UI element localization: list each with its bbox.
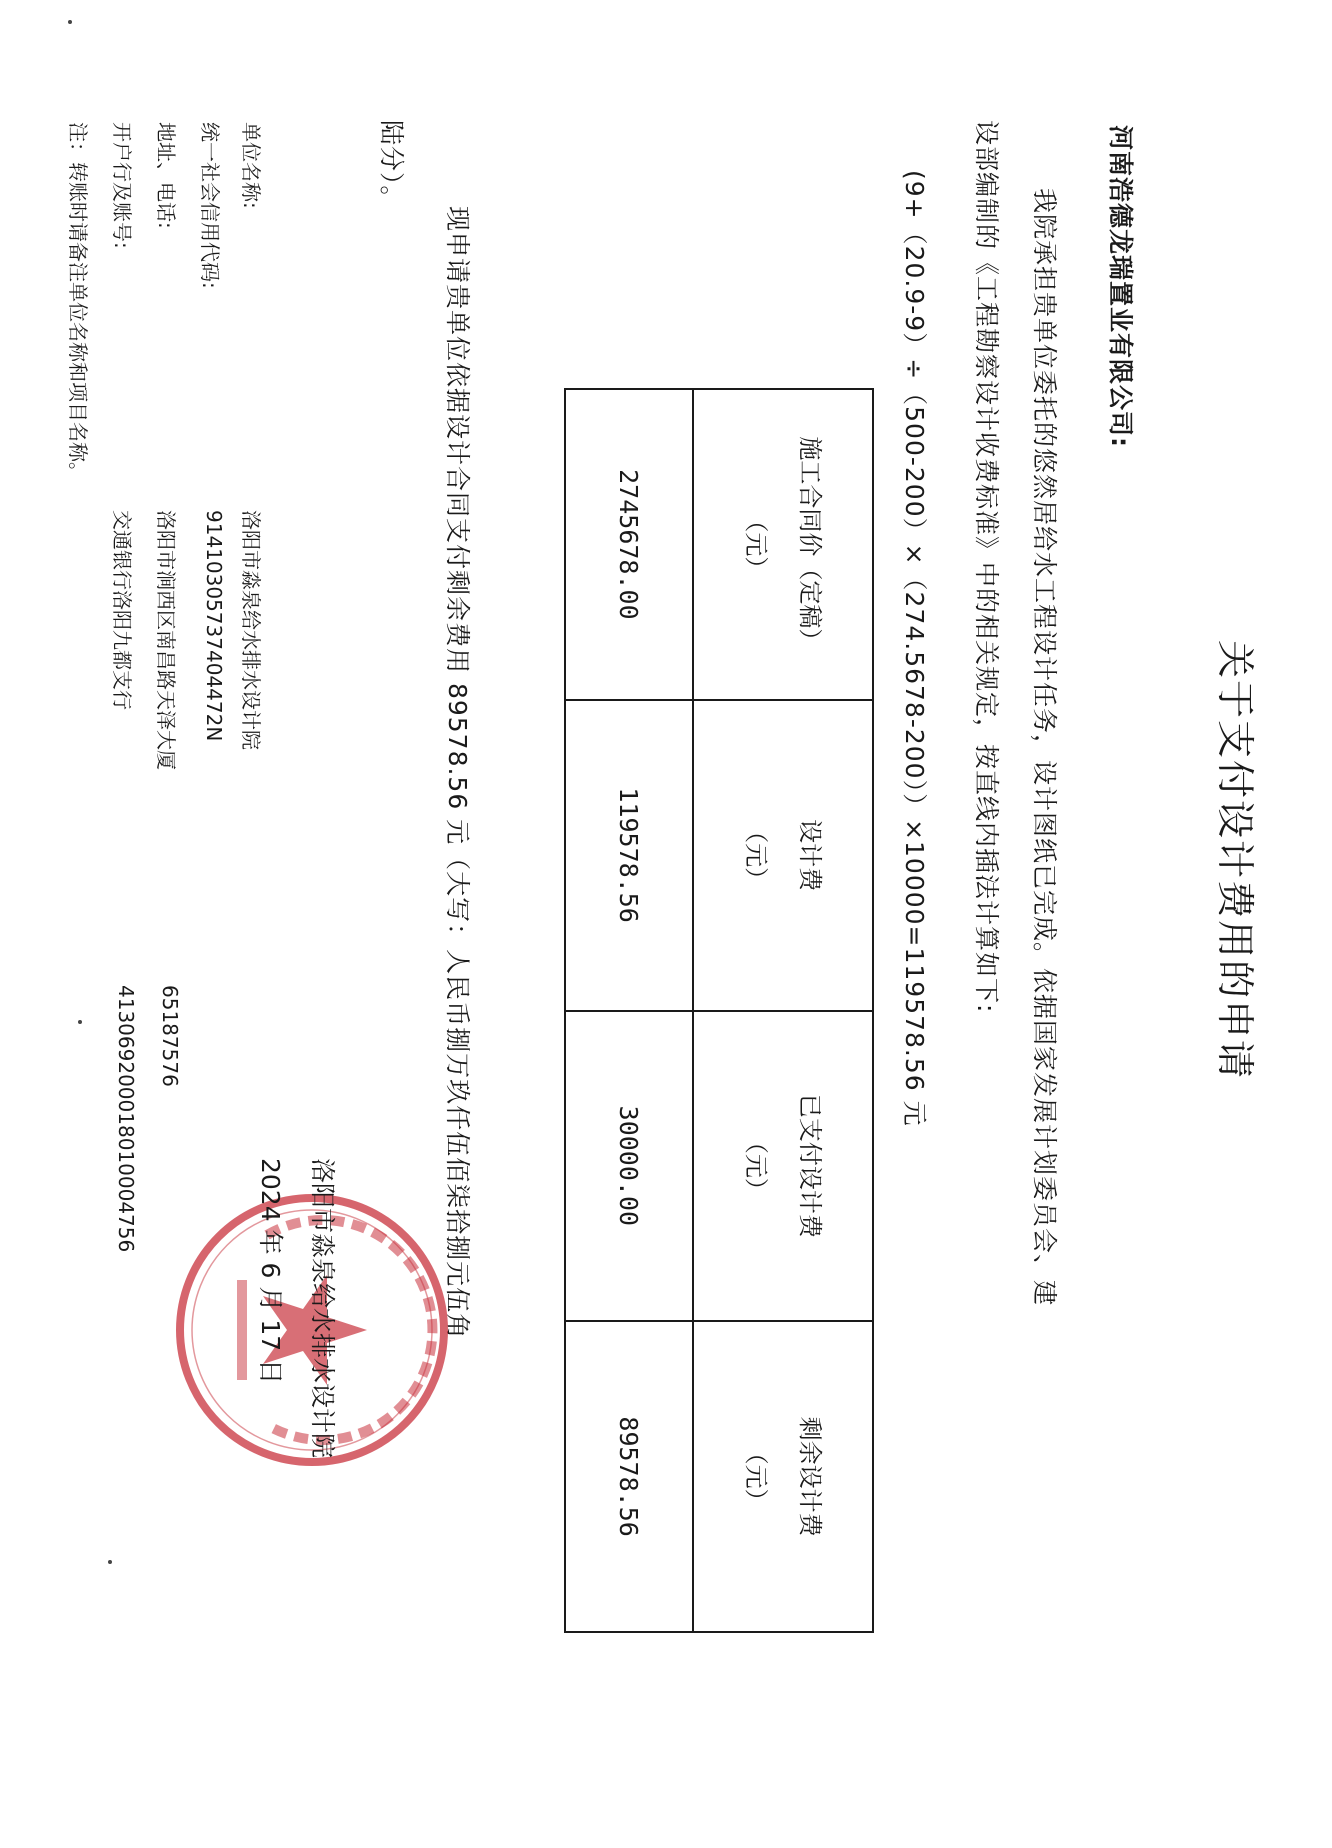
header-label: 剩余设计费: [796, 1416, 824, 1537]
header-remaining-fee: [693, 1321, 873, 1632]
credit-code-label: 统一社会信用代码:: [198, 122, 222, 289]
unit-name-label: 单位名称:: [239, 122, 263, 209]
scan-speck: [78, 1020, 82, 1024]
payment-request-line-2: 陆分）。: [377, 120, 406, 212]
remaining-fee-value: 89578.56: [565, 1321, 693, 1632]
contract-price-value: 2745678.00: [565, 389, 693, 700]
header-unit: （元）: [742, 819, 770, 892]
payment-request-line-1: 现申请贵单位依据设计合同支付剩余费用 89578.56 元（大写：人民币捌万玖仟伍佰柒拾捌元伍角: [443, 206, 472, 1340]
addressee: 河南浩德龙瑞置业有限公司:: [1106, 125, 1135, 448]
scan-speck: [108, 1560, 112, 1564]
header-unit: （元）: [742, 1440, 770, 1513]
fee-table-row: [565, 389, 693, 1632]
bank-label: 开户行及账号:: [110, 122, 134, 249]
design-fee-value: 119578.56: [565, 700, 693, 1011]
signature-organization: 洛阳市淼泉给水排水设计院: [308, 1158, 337, 1459]
header-unit: （元）: [742, 1129, 770, 1202]
bank-name: 交通银行洛阳九都支行: [110, 510, 134, 710]
paid-fee-value: 30000.00: [565, 1011, 693, 1322]
paragraph-1-line-1: 我院承担贵单位委托的悠然居给水工程设计任务，设计图纸已完成。依据国家发展计划委员会、建: [1030, 188, 1059, 1307]
header-unit: （元）: [742, 508, 770, 581]
bank-account: 413069200018010004756: [114, 985, 138, 1253]
address-label: 地址、电话:: [154, 122, 178, 229]
fee-formula: (9+（20.9-9）÷（500-200）×（274.5678-200））×10000=119578.56 元: [900, 170, 929, 1127]
paragraph-1-line-2: 设部编制的《工程勘察设计收费标准》中的相关规定，按直线内插法计算如下:: [972, 120, 1001, 1014]
header-contract-price: [693, 389, 873, 700]
unit-name: 洛阳市淼泉给水排水设计院: [239, 510, 263, 750]
fee-table-header-row: [693, 389, 873, 1632]
header-label: 已支付设计费: [796, 1093, 824, 1238]
signature-date: 2024 年 6 月 17 日: [256, 1158, 285, 1385]
header-design-fee: [693, 700, 873, 1011]
transfer-note: 注：转账时请备注单位名称和项目名称。: [66, 122, 90, 482]
address: 洛阳市涧西区南昌路天泽大厦: [154, 510, 178, 770]
credit-code: 91410305737404472N: [202, 510, 226, 742]
header-paid-fee: [693, 1011, 873, 1322]
document-title: 关于支付设计费用的申请: [1213, 640, 1257, 1081]
fee-table: [564, 388, 874, 1633]
header-label: 设计费: [796, 819, 824, 892]
scan-speck: [68, 20, 72, 24]
header-label: 施工合同价（定稿）: [796, 436, 824, 653]
phone: 65187576: [158, 985, 182, 1087]
